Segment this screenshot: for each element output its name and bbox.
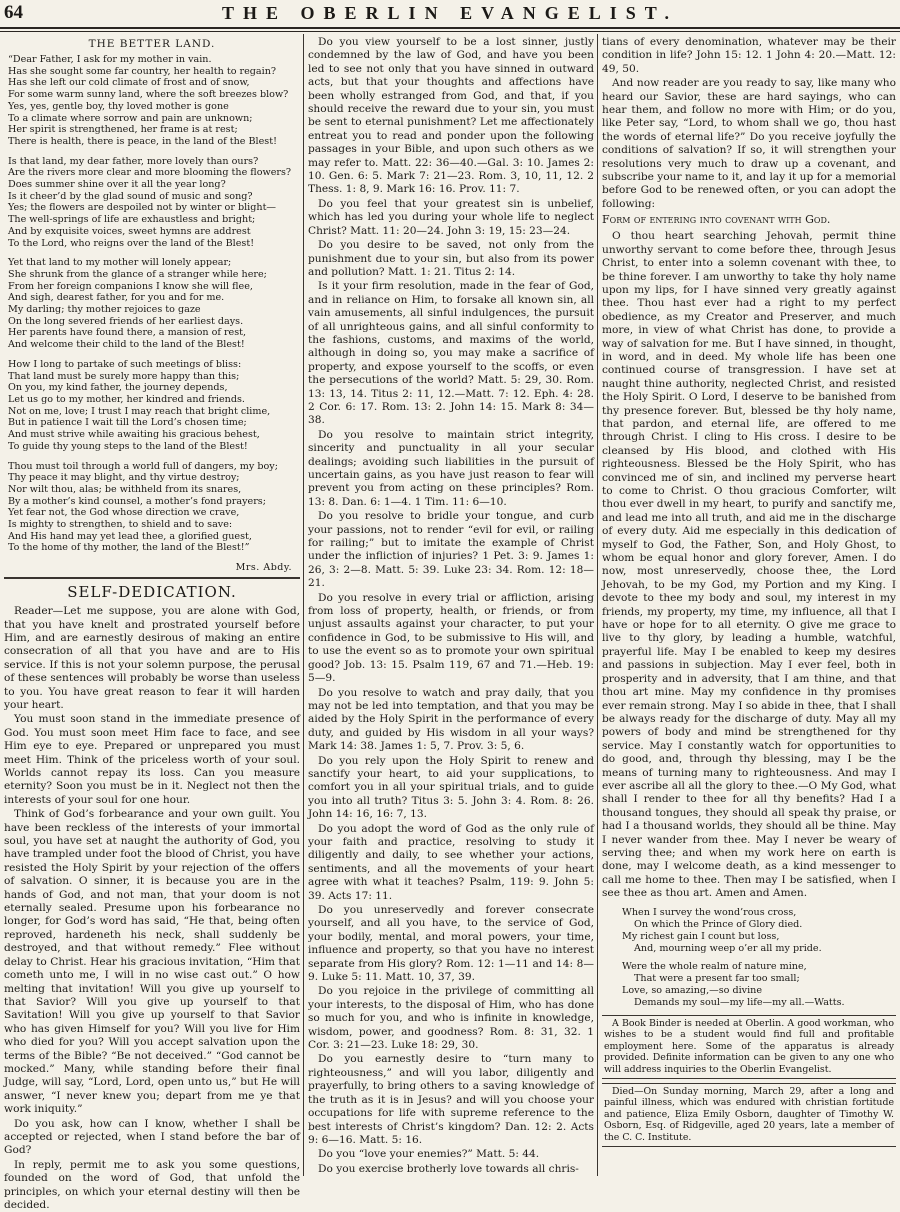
article-paragraph: Do you exercise brotherly love towards all chris-: [318, 1162, 579, 1175]
article-paragraph: Do you earnestly desire to “turn many to righteousness,” and will you labor, diligently and prayerfully, to bring others to a saving knowledge of the truth as it is in Jesus? and will you choose your occupations for life with supreme reference to the best interests of Christ’s kingdom? Dan. 12: 2. Acts 9: 6—16. Matt. 5: 16.: [308, 1053, 594, 1146]
poem-stanza: [4, 461, 300, 555]
obituary-box: [602, 1083, 896, 1147]
article-paragraph: Reader—Let me suppose, you are alone with God, that you have knelt and prostrated yourself before Him, and are earnestly desirous of making an entire consecration of all that you have and are to His service. If this is not your solemn purpose, the perusal of these sentences will probably be worse than useless to you. You have great reason to fear it will harden your heart.: [4, 605, 300, 711]
article-paragraph: Do you resolve to watch and pray daily, that you may not be led into temptation, and that you may be aided by the Holy Spirit in the performance of every duty, and guided by His wisdom in all your ways? Mark 14: 38. James 1: 5, 7. Prov. 3: 5, 6.: [308, 686, 594, 753]
article-paragraph: Do you desire to be saved, not only from the punishment due to your sin, but also from its power and pollution? Matt. 1: 21. Titus 2: 14.: [308, 239, 594, 278]
poem-line: Has she left our cold climate of frost and of snow,: [8, 77, 250, 89]
poem-line: For some warm sunny land, where the soft breezes blow?: [8, 89, 289, 101]
poem-line: Thy peace it may blight, and thy virtue destroy;: [8, 472, 240, 484]
poem-stanza: [4, 359, 300, 453]
divider: [4, 577, 300, 579]
poem-line: Love, so amazing,—so divine: [622, 984, 763, 996]
poem-line: My richest gain I count but loss,: [622, 930, 780, 942]
article-paragraph: Do you adopt the word of God as the only rule of your faith and practice, resolving to study it diligently and daily, to see whether your actions, sentiments, and all the movements of your heart agree with what it teaches? Psalm, 119: 9. John 5: 39. Acts 17: 11.: [308, 822, 594, 902]
article-paragraph: In reply, permit me to ask you some questions, founded on the word of God, that unfold the principles, on which your eternal destiny will then be decided.: [4, 1158, 300, 1211]
poem-line: Thou must toil through a world full of dangers, my boy;: [8, 460, 278, 472]
poem-line: The well-springs of life are exhaustless and bright;: [8, 214, 256, 226]
poem-line: Demands my soul—my life—my all.—Watts.: [634, 996, 845, 1008]
article-paragraph: Is it your firm resolution, made in the fear of God, and in reliance on Him, to forsake all known sin, all vain amusements, all sinful indulgences, the pursuit of all unrighteous gains, and all sinful conformity to the fashions, customs, and maxims of the world, although in doing so, you may make a sacrifice of property, and expose yourself to the scoffs, or even the persecutions of the world? Matt. 5: 29, 30. Rom. 13: 13, 14. Titus 2: 11, 12.—Matt. 7: 12. Eph. 4: 28. 2 Cor. 6: 17. Rom. 13: 2. John 14: 15. Mark 8: 34—38.: [308, 280, 594, 427]
poem-line: That land must be surely more happy than this;: [8, 370, 240, 382]
poem-line: But in patience I wait till the Lord’s chosen time;: [8, 417, 247, 429]
poem-line: Yet that land to my mother will lonely appear;: [8, 257, 232, 269]
poem-line: “Dear Father, I ask for my mother in vain.: [8, 54, 212, 65]
poem-line: Yes; the flowers are despoiled not by winter or blight—: [8, 202, 277, 214]
column-1: [4, 36, 300, 1211]
poem-line: When I survey the wond’rous cross,: [622, 906, 797, 918]
poem-line: Yes, yes, gentle boy, thy loved mother is gone: [8, 100, 229, 112]
poem-line: On which the Prince of Glory died.: [634, 918, 803, 930]
article-paragraph: Do you “love your enemies?” Matt. 5: 44.: [318, 1148, 540, 1161]
article-paragraph: Do you resolve in every trial or affliction, arising from loss of property, health, or friends, or from unjust assaults against your character, to put your confidence in God, to be submissive to His will, and to use the event so as to promote your own spiritual good? Job. 13: 15. Psalm 119, 67 and 71.—Heb. 19: 5—9.: [308, 591, 594, 685]
poem-line: Is it cheer’d by the glad sound of music and song?: [8, 190, 253, 202]
poem-line: How I long to partake of such meetings of bliss:: [8, 358, 242, 370]
article-paragraph: Do you unreservedly and forever consecrate yourself, and all you have, to the service of God, your bodily, mental, and moral powers, your time, influence and property, so that you have no interest separate from His glory? Rom. 12: 1—11 and 14: 8—9. Luke 5: 11. Matt. 10, 37, 39.: [308, 904, 594, 984]
notice-box: [602, 1015, 896, 1079]
poem-line: And welcome their child to the land of the Blest!: [8, 339, 245, 351]
poem-line: By a mother’s kind counsel, a mother’s fond prayers;: [8, 495, 266, 507]
masthead: [0, 0, 900, 30]
article-paragraph: Do you view yourself to be a lost sinner, justly condemned by the law of God, and have you been led to see not only that you have sinned in outward acts, but that your thoughts and affections have been wholly estranged from God, and that, if you should receive the reward due to your sin, you must be sent to eternal punishment? Let me affectionately entreat you to read and ponder upon the following passages in your Bible, and upon such others as we may refer to. Matt. 22: 36—40.—Gal. 3: 10. James 2: 10. Gen. 6: 5. Mark 7: 21—23. Rom. 3, 10, 11, 12. 2 Thess. 1: 8, 9. Mark 16: 16. Prov. 11: 7.: [308, 36, 594, 196]
column-3: [602, 36, 896, 1176]
poem-line: To the home of thy mother, the land of the Blest!”: [8, 542, 250, 554]
poem-line: There is health, there is peace, in the land of the Blest!: [8, 135, 277, 147]
poem-line: And must strive while awaiting his gracious behest,: [8, 429, 260, 441]
article-paragraph: tians of every denomination, whatever may be their condition in life? John 15: 12. 1 John 4: 20.—Matt. 12: 49, 50.: [602, 36, 896, 75]
poem-line: Are the rivers more clear and more blooming the flowers?: [8, 167, 292, 179]
page-number: 64: [4, 2, 23, 23]
masthead-rule-thin: [0, 31, 900, 32]
poem-line: Is mighty to strengthen, to shield and to save:: [8, 519, 233, 531]
poem-line: And by exquisite voices, sweet hymns are addrest: [8, 225, 251, 237]
poem-line: On you, my kind father, the journey depends,: [8, 382, 228, 394]
article-paragraph: Do you feel that your greatest sin is unbelief, which has led you during your whole life to neglect Christ? Matt. 11: 20—24. John 3: 19, 15: 23—24.: [308, 197, 594, 237]
poem-line: On the long severed friends of her earliest days.: [8, 315, 244, 327]
poem-line: Does summer shine over it all the year long?: [8, 179, 226, 191]
poem-line: From her foreign companions I know she will flee,: [8, 280, 253, 292]
poem-line: To guide thy young steps to the land of the Blest!: [8, 440, 248, 452]
closing-poem: [622, 907, 896, 1009]
covenant-text: O thou heart searching Jehovah, permit thine unworthy servant to come before thee, through Jesus Christ, to enter into a solemn covenant with thee, to be thine forever. I am unworthy to take thy holy name upon my lips, for I have sinned very greatly against thee. Thou hast ever had a right to my perfect obedience, as my Creator and Preserver, and much more, in view of what Christ has done, to provide a way of salvation for me. But I have sinned, in thought, in word, and in deed. My whole life has been one continued course of transgression. I have set at naught thine authority, neglected Christ, and resisted the Holy Spirit. O Lord, I deserve to be banished from thy presence forever. But, blessed be thy holy name, that pardon, and eternal life, are offered to me through Christ. I cling to His cross. I desire to be cleansed by His blood, and clothed with His righteousness. Blessed be the Holy Spirit, who has convinced me of sin, and inclined my perverse heart to come to Christ. O thou gracious Comforter, wilt thou ever dwell in my heart, to purify and sanctify me, and lead me into all truth, and aid me in the discharge of every duty. Aid me especially in this dedication of myself to God, the Father, Son, and Holy Ghost, to whom be equal honor and glory forever, Amen. I do now, most unreservedly, choose thee, the Lord Jehovah, to be my God, my Portion and my King. I devote to thee my body and soul, my interest in my friends, my property, my time, my influence, all that I have or hope for to all eternity. O give me grace to live to thy glory, by leading a humble, watchful, prayerful life. May I be enabled to keep my desires and passions in subjection. May I ever feel, both in prosperity and in adversity, that I am thine, and that thou art mine. May my confidence in thy promises ever remain strong. May I so abide in thee, that I shall be always ready for the discharge of duty. May all my powers of body and mind be strengthened for thy service. May I constantly watch for opportunities to do good, and, through thy blessing, may I be the means of turning many to righteousness. And may I ever ascribe all all the glory to thee.—O My God, what shall I render to thee for all thy benefits? Had I a thousand tongues, they should all speak thy praise, or had I a thousand worlds, they should all be thine. May I never wander from thee. May I never be weary of serving thee; and when my work here on earth is done, may I welcome death, as a kind messenger to call me home to thee. Then may I be satisfied, when I see thee as thou art. Amen and Amen.: [602, 230, 896, 900]
article-paragraph: Do you resolve to maintain strict integrity, sincerity and punctuality in all your secular dealings; avoiding such liabilities in the pursuit of uncertain gains, as you have just reason to fear will prevent you from acting on these principles? Rom. 13: 8. Dan. 6: 1—4. 1 Tim. 11: 6—10.: [308, 428, 594, 508]
poem-stanza: [4, 156, 300, 250]
column-2: [308, 36, 594, 1176]
obituary-notice: Died—On Sunday morning, March 29, after a long and painful illness, which was endured with christian fortitude and patience, Eliza Emily Osborn, daughter of Timothy W. Osborn, Esq. of Ridgeville, aged 20 years, late a member of the C. C. Institute.: [604, 1085, 894, 1143]
poem-line: And His hand may yet lead thee, a glorified guest,: [8, 530, 252, 542]
article-title: SELF-DEDICATION.: [67, 583, 237, 602]
poem-author: Mrs. Abdy.: [235, 562, 292, 574]
poem-line: To the Lord, who reigns over the land of the Blest!: [8, 237, 255, 249]
poem-line: Has she sought some far country, her health to regain?: [8, 65, 277, 77]
poem-stanza: [4, 257, 300, 351]
poem-line: That were a present far too small;: [634, 972, 800, 984]
covenant-heading: Form of entering into covenant with God.: [602, 213, 831, 227]
poem-line: Yet fear not, the God whose direction we crave,: [8, 507, 240, 519]
article-paragraph: Do you resolve to bridle your tongue, and curb your passions, not to render “evil for evil, or railing for railing;” but to imitate the example of Christ under the infliction of injuries? 1 Pet. 3: 9. James 1: 26, 3: 2—8. Matt. 5: 39. Luke 23: 34. Rom. 12: 18—21.: [308, 510, 594, 590]
masthead-rule: [0, 27, 900, 29]
article-paragraph: Do you rejoice in the privilege of committing all your interests, to the disposal of Him, who has done so much for you, and who is infinite in knowledge, wisdom, power, and goodness? Rom. 8: 31, 32. 1 Cor. 3: 21—23. Luke 18: 29, 30.: [308, 985, 594, 1052]
poem-body: [4, 54, 300, 554]
poem-line: Is that land, my dear father, more lovely than ours?: [8, 155, 259, 167]
poem-line: She shrunk from the glance of a stranger while here;: [8, 268, 267, 280]
article-paragraph: Do you rely upon the Holy Spirit to renew and sanctify your heart, to aid your supplications, to comfort you in all your spiritual trials, and to guide you into all truth? Titus 3: 5. John 3: 4. Rom. 8: 26. John 14: 16, 16: 7, 13.: [308, 754, 594, 821]
newspaper-title: THE OBERLIN EVANGELIST.: [222, 3, 678, 23]
poem-line: Not on me, love; I trust I may reach that bright clime,: [8, 405, 271, 417]
article-paragraph: And now reader are you ready to say, like many who heard our Savior, these are hard sayings, who can hear them, and follow no more with Him; or do you, like Peter say, “Lord, to whom shall we go, thou hast the words of eternal life?” Do you receive joyfully the conditions of salvation? If so, it will strengthen your resolutions very much to draw up a covenant, and subscribe your name to it, and lay it up for a memorial before God to be renewed often, or you can adopt the following:: [602, 77, 896, 210]
poem-line: And sigh, dearest father, for you and for me.: [8, 292, 225, 304]
column-divider: [303, 34, 304, 1176]
poem-line: Nor wilt thou, alas; be withheld from its snares,: [8, 483, 242, 495]
article-paragraph: Think of God’s forbearance and your own guilt. You have been reckless of the interests of your immortal soul, you have set at naught the authority of God, you have trampled under foot the blood of Christ, you have resisted the Holy Spirit by your rejection of the offers of salvation. O sinner, it is because you are in the hands of God, and not man, that your doom is not eternally sealed. Presume upon his forbearance no longer, for God’s word has said, “He that, being often reproved, hardeneth his neck, shall suddenly be destroyed, and that without remedy.” Flee without delay to Christ. Hear his gracious invitation, “Him that cometh unto me, I will in no wise cast out.” O how melting that invitation! Will you give up yourself to that Savior? Will you give up yourself to that Savitation! Will you give up yourself to that Savior who has given Himself for you? Will you live for Him who died for you? Will you accept salvation upon the terms of the Bible? “Be not deceived.” “God cannot be mocked.” Many, while standing before their final Judge, will say, “Lord, Lord, open unto us,” but He will answer, “I never knew you; depart from me ye that work iniquity.”: [4, 808, 300, 1116]
poem-title: THE BETTER LAND.: [88, 38, 216, 50]
poem-stanza: [4, 54, 300, 148]
article-paragraph: You must soon stand in the immediate presence of God. You must soon meet Him face to face, and see Him eye to eye. Prepared or unprepared you must meet Him. Think of the priceless worth of your soul. Worlds cannot repay its loss. Can you measure eternity? Soon you must be in it. Neglect not then the interests of your soul for one hour.: [4, 713, 300, 806]
article-paragraph: Do you ask, how can I know, whether I shall be accepted or rejected, when I stand before the bar of God?: [4, 1117, 300, 1157]
poem-line: To a climate where sorrow and pain are unknown;: [8, 112, 253, 124]
book-binder-notice: A Book Binder is needed at Oberlin. A good workman, who wishes to be a student would find full and profitable employment here. Some of the apparatus is already provided. Definite information can be given to any one who will address inquiries to the Oberlin Evangelist.: [604, 1017, 894, 1075]
poem-line: Her parents have found there, a mansion of rest,: [8, 327, 247, 339]
poem-line: My darling; thy mother rejoices to gaze: [8, 304, 201, 316]
poem-line: Her spirit is strengthened, her frame is at rest;: [8, 124, 238, 136]
poem-line: Were the whole realm of nature mine,: [622, 960, 807, 972]
poem-line: Let us go to my mother, her kindred and friends.: [8, 393, 245, 405]
poem-line: And, mourning weep o’er all my pride.: [634, 942, 822, 954]
column-divider: [597, 34, 598, 1176]
